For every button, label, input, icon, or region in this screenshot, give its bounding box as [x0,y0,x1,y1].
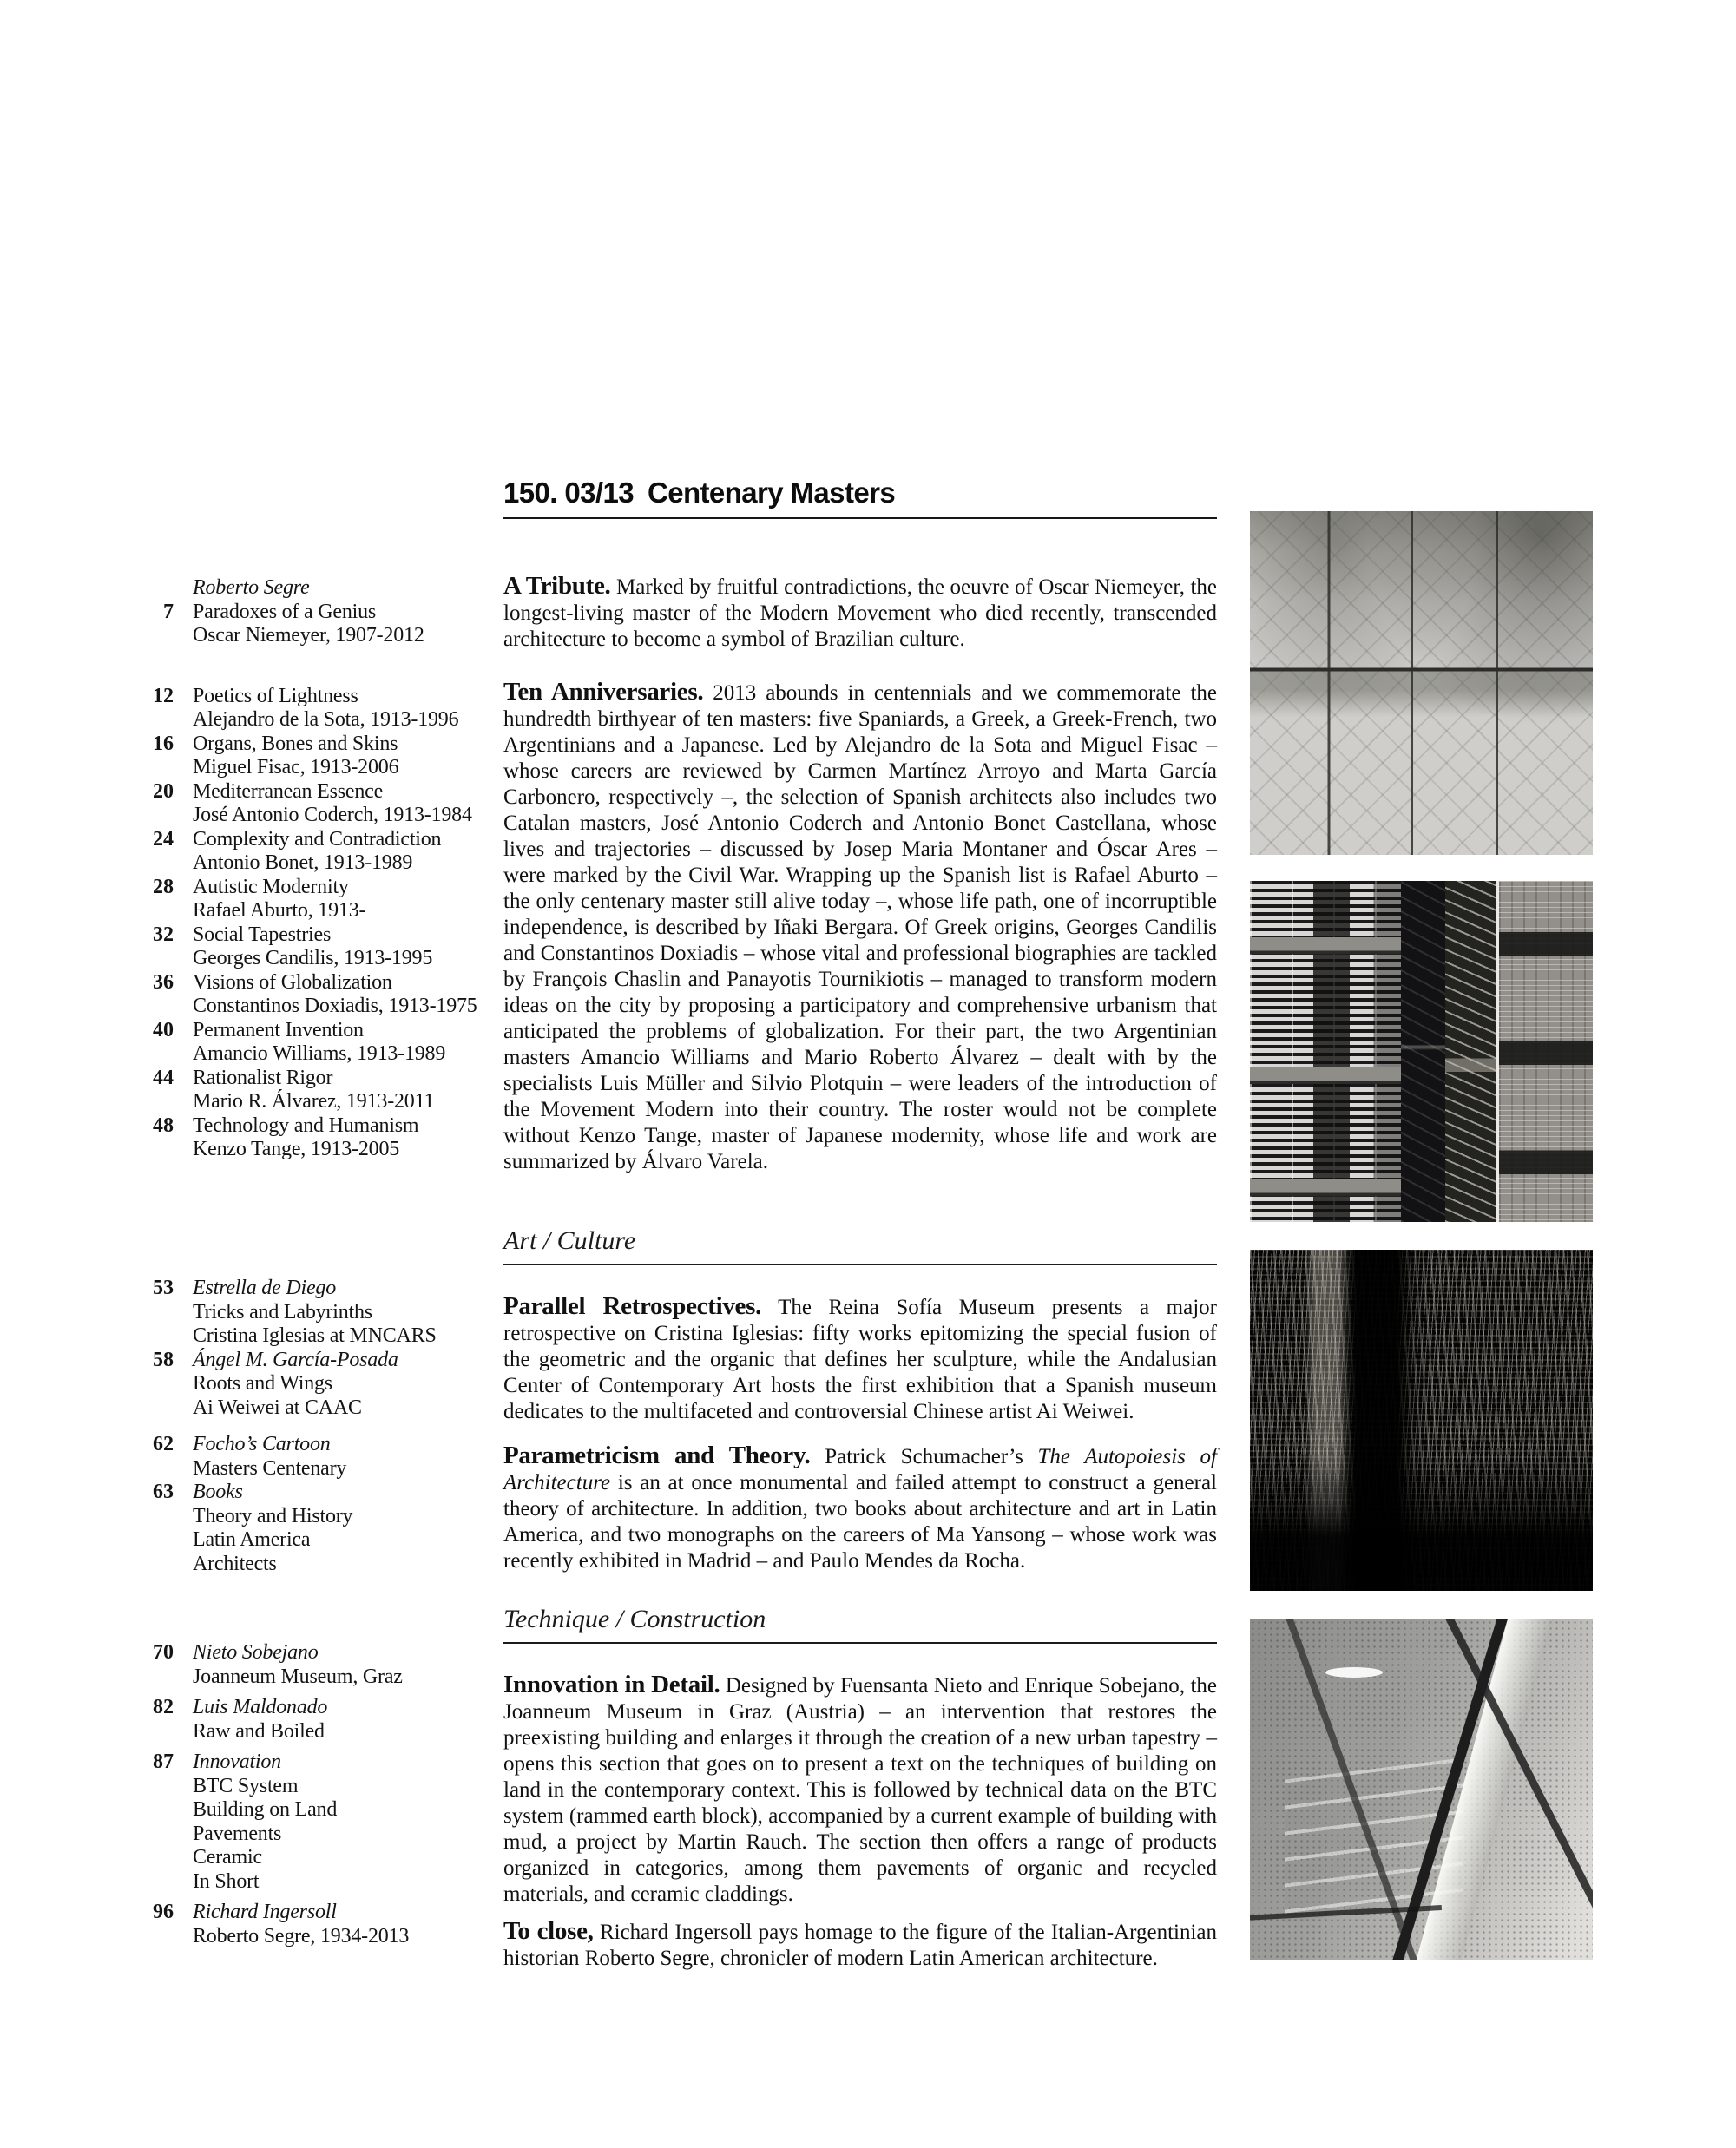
paragraph-tribute [503,573,1217,653]
paragraph-parametricism [503,1442,1217,1574]
toc-entry [113,1481,512,1576]
toc-title: Mediterranean Essence [193,779,384,803]
toc-title: Poetics of Lightness [193,684,358,707]
toc-title: Social Tapestries [193,923,332,946]
toc-entry [113,685,512,732]
facade-louvers [1250,881,1401,1222]
toc-title: Visions of Globalization [193,970,392,994]
photo-quilted-concrete-facade [1250,511,1593,855]
toc-title: Organs, Bones and Skins [193,732,398,755]
paragraph-to-close [503,1918,1217,1972]
toc-page-number: 7 [163,600,174,623]
paragraph-lead: Ten Anniversaries. [503,678,704,706]
toc-subtitle: Architects [193,1552,277,1575]
toc-title: Permanent Invention [193,1018,364,1041]
toc-author: Nieto Sobejano [193,1641,319,1664]
toc-page-number: 12 [153,684,174,707]
toc-group-masters [113,576,512,1162]
section-header-technique [503,1606,1217,1644]
toc-entry [113,1751,512,1894]
toc-title: Roots and Wings [193,1372,332,1395]
paragraph-body: The Reina Sofía Museum presents a major retrospective on Cristina Iglesias: fifty works epitomizing the special fusion of the geometric and the organic that defines her sculpture, while the Andalusian Center of Contemporary Art hosts the first exhibition that a Spanish museum dedicates to the multifaceted and controversial Chinese artist Ai Weiwei. [503,1296,1217,1423]
toc-entry [113,828,512,876]
toc-page-number: 70 [153,1641,174,1664]
toc-entry [113,576,512,648]
paragraph-ten-anniversaries [503,679,1217,1175]
toc-title: Rationalist Rigor [193,1066,333,1089]
book-title: The Autopoiesis of Architecture [503,1445,1217,1494]
toc-author: Focho’s Cartoon [193,1433,331,1455]
paragraph-body: Designed by Fuensanta Nieto and Enrique Sobejano, the Joanneum Museum in Graz (Austria) – an intervention that restores the preexisting building and enlarges it through the creation of a new urban tapestry – opens this section that goes on to present a text on the techniques of building on land in the contemporary context. This is followed by technical data on the BTC system (rammed earth block), accompanied by a current example of building with mud, a project by Martin Rauch. The section then offers a range of products organized in categories, among them pavements of organic and recycled materials, and ceramic claddings. [503,1674,1218,1906]
section-title: Art / Culture [503,1226,636,1255]
paragraph-parallel-retrospectives [503,1293,1217,1425]
paragraph-lead: Innovation in Detail. [503,1671,720,1698]
toc-subtitle: Constantinos Doxiadis, 1913-1975 [193,995,477,1017]
toc-subtitle: Pavements [193,1822,282,1845]
toc-page-number: 36 [153,970,174,994]
toc-entry [113,1641,512,1689]
toc-title: BTC System [193,1774,299,1797]
toc-entry [113,780,512,828]
toc-entry [113,1277,512,1349]
toc-author: Luis Maldonado [193,1696,328,1718]
toc-page-number: 48 [153,1113,174,1137]
facade-dark-corner [1401,881,1445,1222]
toc-title: Raw and Boiled [193,1719,325,1743]
toc-page-number: 40 [153,1018,174,1041]
toc-author: Roberto Segre [193,576,310,599]
toc-page-number: 87 [153,1751,174,1773]
toc-page-number: 58 [153,1348,174,1371]
toc-entry [113,1696,512,1744]
paragraph-lead: A Tribute. [503,572,611,600]
toc-title: Paradoxes of a Genius [193,600,377,623]
section-title: Technique / Construction [503,1605,766,1633]
issue-header [503,476,1217,519]
toc-page-number: 63 [153,1481,174,1503]
toc-author: Ángel M. García-Posada [193,1348,398,1371]
toc-subtitle: Mario R. Álvarez, 1913-2011 [193,1090,435,1113]
toc-entry [113,732,512,780]
toc-page-number: 44 [153,1066,174,1089]
facade-diagonal-louvers [1445,881,1496,1222]
toc-subtitle: Ceramic [193,1846,262,1869]
paragraph-lead: Parallel Retrospectives. [503,1292,762,1320]
paragraph-body: Richard Ingersoll pays homage to the figure of the Italian-Argentinian historian Roberto Segre, chronicler of modern Latin American architecture. [503,1921,1217,1970]
toc-subtitle: Amancio Williams, 1913-1989 [193,1042,446,1065]
toc-title: Masters Centenary [193,1456,347,1480]
toc-subtitle: Antonio Bonet, 1913-1989 [193,851,413,874]
toc-page-number: 28 [153,875,174,898]
toc-author: Estrella de Diego [193,1277,337,1299]
toc-subtitle: Kenzo Tange, 1913-2005 [193,1138,400,1160]
toc-subtitle: Building on Land [193,1798,338,1821]
toc-title: Complexity and Contradiction [193,827,442,851]
toc-subtitle: Rafael Aburto, 1913- [193,899,366,922]
toc-page-number: 32 [153,923,174,946]
toc-entry [113,876,512,923]
toc-subtitle: Alejandro de la Sota, 1913-1996 [193,708,459,731]
paragraph-lead: Parametricism and Theory. [503,1442,811,1469]
toc-page-number: 62 [153,1433,174,1455]
toc-subtitle: Miguel Fisac, 1913-2006 [193,756,399,778]
toc-title: Roberto Segre, 1934-2013 [193,1924,410,1948]
toc-author: Books [193,1481,243,1503]
paragraph-body: Patrick Schumacher’s [825,1445,1038,1468]
toc-title: Joanneum Museum, Graz [193,1665,403,1688]
toc-page-number: 82 [153,1696,174,1718]
toc-entry [113,1067,512,1114]
toc-group-art-culture [113,1277,512,1576]
toc-author: Innovation [193,1751,281,1773]
paragraph-body: is an at once monumental and failed attempt to construct a general theory of architecture. In addition, two books about architecture and art in Latin America, and two monographs on the careers of Ma Yansong – whose work was recently exhibited in Madrid – and Paulo Mendes da Rocha. [503,1471,1217,1573]
light-reflection [1325,1667,1383,1678]
paragraph-body: Marked by fruitful contradictions, the oeuvre of Oscar Niemeyer, the longest-living master of the Modern Movement who died recently, transcended architecture to become a symbol of Brazilian culture. [503,575,1217,651]
toc-page-number: 53 [153,1277,174,1299]
photo-dark-organic-sculpture [1250,1250,1593,1591]
facade-brick-wall [1496,881,1593,1222]
toc-title: Theory and History [193,1504,353,1527]
toc-subtitle: Oscar Niemeyer, 1907-2012 [193,624,424,647]
photo-glass-mesh-stair-detail [1250,1619,1593,1960]
toc-subtitle: Georges Candilis, 1913-1995 [193,947,433,969]
toc-entry [113,1114,512,1162]
paragraph-innovation-in-detail [503,1672,1217,1908]
toc-page-number: 16 [153,732,174,755]
toc-page-number: 96 [153,1901,174,1923]
section-header-art-culture [503,1227,1217,1265]
toc-title: Autistic Modernity [193,875,349,898]
toc-entry [113,1433,512,1481]
toc-entry [113,971,512,1019]
toc-subtitle: José Antonio Coderch, 1913-1984 [193,804,472,826]
issue-number: 150. 03/13 [503,476,634,509]
paragraph-lead: To close, [503,1917,594,1945]
toc-entry [113,1901,512,1948]
toc-group-technique [113,1641,512,1948]
photo-louvered-building-corner [1250,881,1593,1222]
toc-page-number: 24 [153,827,174,851]
toc-entry [113,923,512,971]
toc-subtitle: In Short [193,1869,260,1893]
toc-subtitle: Ai Weiwei at CAAC [193,1396,362,1419]
issue-title: Centenary Masters [647,476,896,509]
toc-entry [113,1019,512,1067]
toc-subtitle: Latin America [193,1528,311,1551]
toc-title: Technology and Humanism [193,1113,419,1137]
toc-entry [113,1349,512,1421]
toc-page-number: 20 [153,779,174,803]
editorial-column [503,573,1217,1972]
toc-title: Tricks and Labyrinths [193,1300,372,1324]
paragraph-body: 2013 abounds in centennials and we commemorate the hundredth birthyear of ten masters: five Spaniards, a Greek, a Greek-French, two Argentinians and a Japanese. Led by Alejandro de la Sota and Miguel Fisac – whose careers are reviewed by Carmen Martínez Arroyo and Marta García Carbonero, respectively –, the selection of Spanish architects also includes two Catalan masters, José Antonio Coderch and Antonio Bonet Castellana, whose lives and trajectories – discussed by Josep Maria Montaner and Óscar Ares – were marked by the Civil War. Wrapping up the Spanish list is Rafael Aburto – the only centenary master still alive today –, whose life path, one of incorruptible independence, is described by Iñaki Bergara. Of Greek origins, Georges Candilis and Constantinos Doxiadis – whose vital and professional biographies are tackled by François Chaslin and Panayotis Tournikiotis – managed to transform modern ideas on the city by proposing a participatory and comprehensive urbanism that anticipated the problems of globalization. For their part, the two Argentinian masters Amancio Williams and Mario Roberto Álvarez – dealt with by the specialists Luis Müller and Silvio Plotquin – were leaders of the introduction of the Movement Modern into their country. The roster would not be complete without Kenzo Tange, master of Japanese modernity, whose life and work are summarized by Álvaro Varela. [503,681,1217,1173]
toc-author: Richard Ingersoll [193,1901,337,1923]
toc-subtitle: Cristina Iglesias at MNCARS [193,1324,437,1347]
